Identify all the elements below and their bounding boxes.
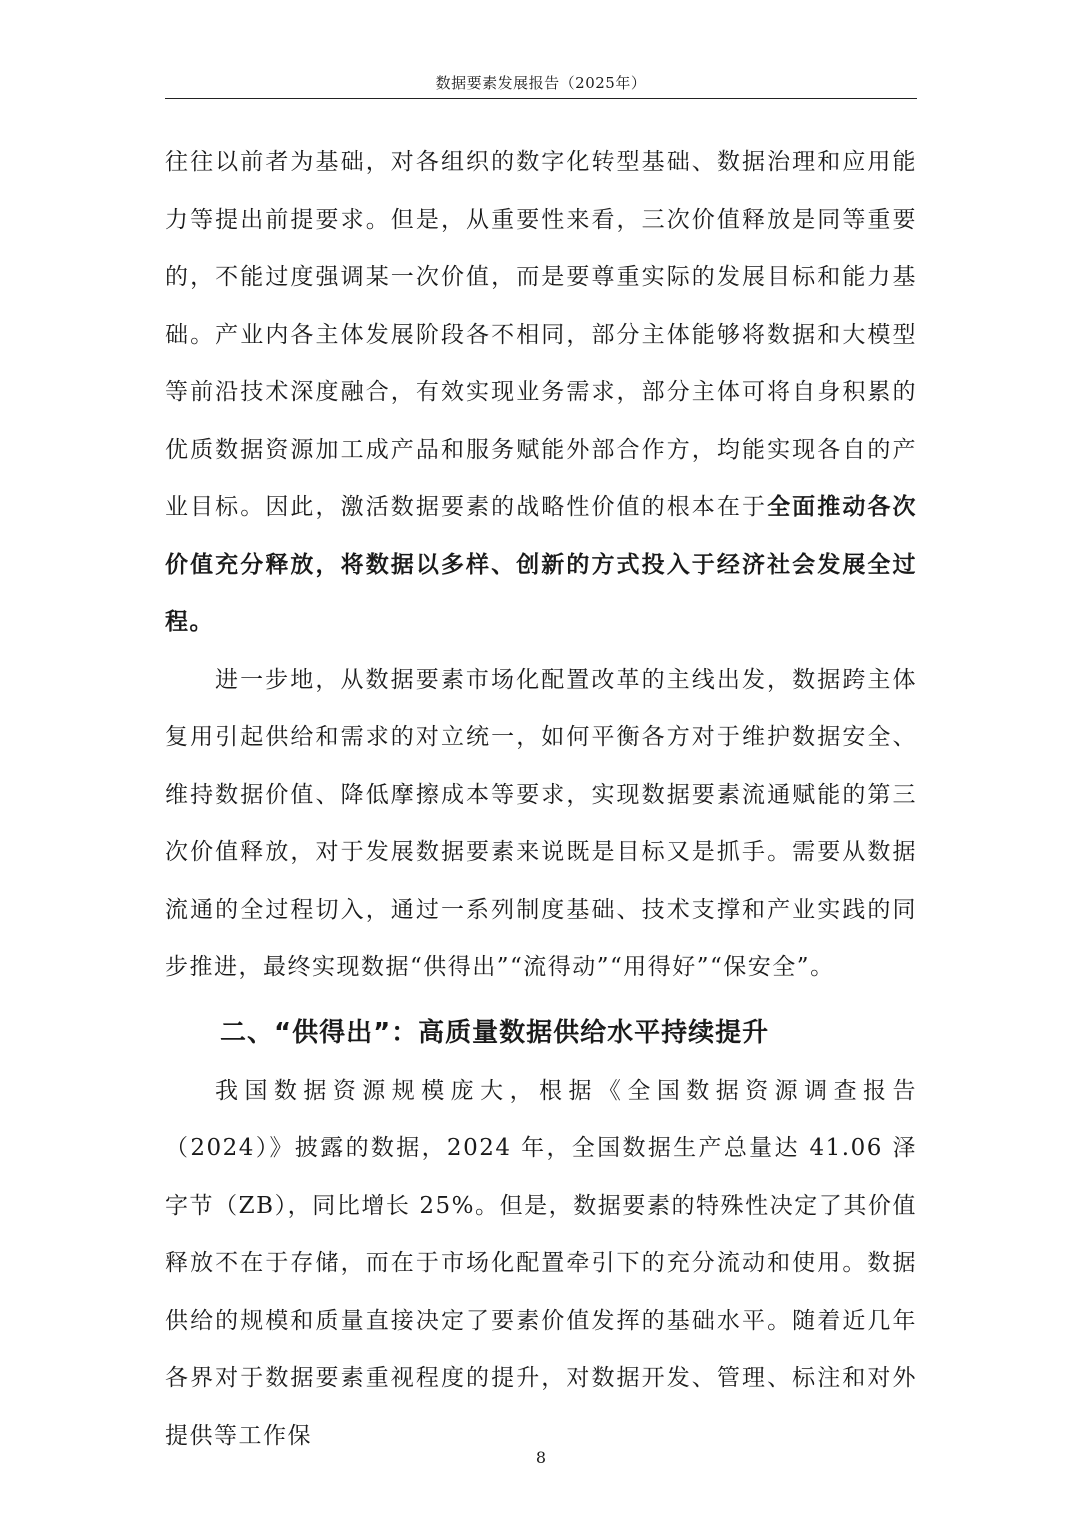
header-rule — [165, 98, 917, 99]
paragraph-text: 往往以前者为基础，对各组织的数字化转型基础、数据治理和应用能力等提出前提要求。但是，从重要性来看，三次价值释放是同等重要的，不能过度强调某一次价值，而是要尊重实际的发展目标和能力基础。产业内各主体发展阶段各不相同，部分主体能够将数据和大模型等前沿技术深度融合，有效实现业务需求，部分主体可将自身积累的优质数据资源加工成产品和服务赋能外部合作方，均能实现各自的产业目标。因此，激活数据要素的战略性价值的根本在于 — [165, 149, 917, 520]
page-number: 8 — [535, 1448, 547, 1467]
section-heading: 二、“供得出”：高质量数据供给水平持续提升 — [220, 1017, 770, 1048]
running-header: 数据要素发展报告（2025年） — [435, 74, 647, 92]
paragraph-data-supply: 我国数据资源规模庞大，根据《全国数据资源调查报告（2024）》披露的数据，2024 年，全国数据生产总量达 41.06 泽字节（ZB），同比增长 25%。但是，数据要素的特殊性决定了其价值释放不在于存储，而在于市场化配置牵引下的充分流动和使用。数据供给的规模和质量直接决定了要素价值发挥的基础水平。随着近几年各界对于数据要素重视程度的提升，对数据开发、管理、标注和对外提供等工作保 — [165, 1077, 917, 1449]
paragraph-continued — [165, 134, 917, 652]
paragraph-market-reform: 进一步地，从数据要素市场化配置改革的主线出发，数据跨主体复用引起供给和需求的对立统一，如何平衡各方对于维护数据安全、维持数据价值、降低摩擦成本等要求，实现数据要素流通赋能的第三次价值释放，对于发展数据要素来说既是目标又是抓手。需要从数据流通的全过程切入，通过一系列制度基础、技术支撑和产业实践的同步推进，最终实现数据“供得出”“流得动”“用得好”“保安全”。 — [165, 666, 917, 980]
page-body — [165, 134, 917, 1465]
emphasized-text: 全面推动各次价值充分释放，将数据以多样、创新的方式投入于经济社会发展全过程。 — [165, 494, 918, 635]
